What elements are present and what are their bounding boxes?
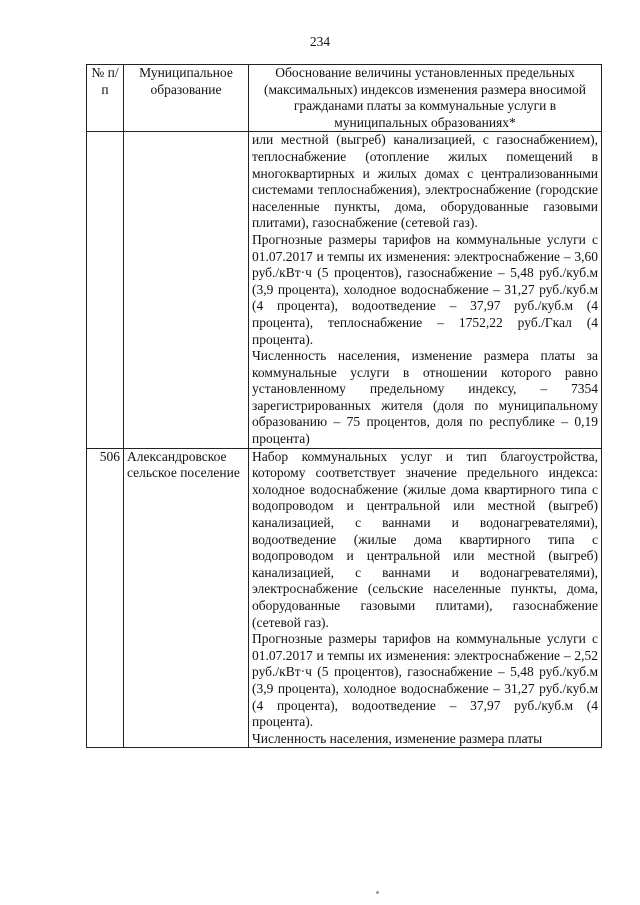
justification-paragraph: Прогнозные размеры тарифов на коммунальные услуги с 01.07.2017 и темпы их изменения: электроснабжение – 2,52 руб./кВт·ч (5 процентов), газоснабжение – 5,48 руб./куб.м (3,9 процента), холодное водоснабжение – 31,27 руб./куб.м (4 процента), водоотведение – 37,97 руб./куб.м (4 процента).	[252, 631, 598, 730]
table-header-row	[87, 65, 602, 132]
row-number	[87, 132, 124, 448]
row-municipality	[124, 132, 249, 448]
row-justification	[249, 448, 602, 748]
tariff-justification-table	[86, 64, 602, 748]
scan-speck	[376, 891, 379, 894]
header-justification: Обоснование величины установленных предельных (максимальных) индексов изменения размера вносимой гражданами платы за коммунальные услуги в муниципальных образованиях*	[249, 65, 602, 132]
row-justification	[249, 132, 602, 448]
page-number: 234	[309, 34, 331, 49]
justification-paragraph: Набор коммунальных услуг и тип благоустройства, которому соответствует значение предельного индекса: холодное водоснабжение (жилые дома квартирного типа с водопроводом и центральной или местной (выгреб) канализацией, с ваннами и водонагревателями), водоотведение (жилые дома квартирного типа с водопроводом и центральной или местной (выгреб) канализацией, с ваннами и водонагревателями), электроснабжение (сельские населенные пункты, дома, оборудованные газовыми плитами), газоснабжение (сетевой газ).	[252, 448, 598, 630]
row-number: 506	[87, 448, 124, 748]
table-row	[87, 448, 602, 748]
justification-paragraph: Прогнозные размеры тарифов на коммунальные услуги с 01.07.2017 и темпы их изменения: электроснабжение – 3,60 руб./кВт·ч (5 процентов), газоснабжение – 5,48 руб./куб.м (3,9 процента), холодное водоснабжение – 31,27 руб./куб.м (4 процента), водоотведение – 37,97 руб./куб.м (4 процента), теплоснабжение – 1752,22 руб./Гкал (4 процента).	[252, 231, 598, 347]
header-number: № п/п	[87, 65, 124, 132]
row-municipality: Александровское сельское поселение	[124, 448, 249, 748]
justification-paragraph: Численность населения, изменение размера платы за коммунальные услуги в отношении которого равно установленному предельному индексу, – 7354 зарегистрированных жителя (доля по муниципальному образованию – 75 процентов, доля по республике – 0,19 процента)	[252, 348, 598, 447]
justification-paragraph: или местной (выгреб) канализацией, с газоснабжением), теплоснабжение (отопление жилых помещений в многоквартирных и жилых домах с централизованными системами теплоснабжения), электроснабжение (городские населенные пункты, дома, оборудованные газовыми плитами), газоснабжение (сетевой газ).	[252, 132, 598, 231]
header-municipality: Муниципальное образование	[124, 65, 249, 132]
table-row	[87, 132, 602, 448]
justification-paragraph: Численность населения, изменение размера платы	[252, 730, 543, 746]
